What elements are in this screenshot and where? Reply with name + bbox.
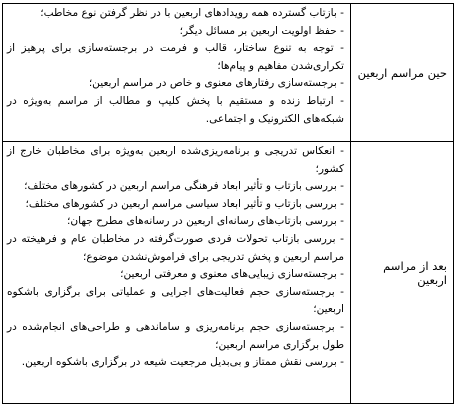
list-item: - حفظ اولویت اربعین بر مسائل دیگر؛ xyxy=(179,24,344,37)
list-item: - ارتباط زنده و مستقیم با پخش کلیپ و مطالب از مراسم به‌ویژه در شبکه‌های الکترونیک و اجتماعی. xyxy=(7,94,344,125)
list-item: - انعکاس تدریجی و برنامه‌ریزی‌شده اربعین به‌ویژه برای مخاطبان خارج از کشور؛ xyxy=(7,145,344,175)
items-cell-during xyxy=(3,4,350,141)
row-label-after: بعد از مراسم اربعین xyxy=(350,142,453,403)
list-item: - بررسی بازتاب و تأثیر ابعاد سیاسی مراسم اربعین در کشورهای مختلف؛ xyxy=(25,197,344,210)
row-label-during: حین مراسم اربعین xyxy=(350,4,453,141)
table-row-after xyxy=(3,142,453,403)
list-item: - توجه به تنوع ساختار، قالب و فرمت در برجسته‌سازی برای پرهیز از تکراری‌شدن مفاهیم و پیام‌ها؛ xyxy=(7,42,344,72)
list-item: - بررسی نقش ممتاز و بی‌بدیل مرجعیت شیعه در برگزاری باشکوه اربعین. xyxy=(21,356,344,369)
list-item: - بررسی بازتاب و تأثیر ابعاد فرهنگی مراسم اربعین در کشورهای مختلف؛ xyxy=(24,180,344,193)
content-table xyxy=(2,3,454,404)
items-list-after xyxy=(7,143,344,372)
list-item: - برجسته‌سازی حجم فعالیت‌های اجرایی و عملیاتی برای برگزاری باشکوه اربعین؛ xyxy=(7,285,344,316)
list-item: - برجسته‌سازی زیبایی‌های معنوی و معرفتی اربعین؛ xyxy=(120,268,344,281)
list-item: - برجسته‌سازی حجم برنامه‌ریزی و ساماندهی و طراحی‌های انجام‌شده در طول برگزاری مراسم اربعین؛ xyxy=(7,320,344,351)
table-row-during xyxy=(3,4,453,142)
list-item: - بررسی بازتاب تحولات فردی صورت‌گرفته در مخاطبان عام و فرهیخته در مراسم اربعین و پخش تدریجی برای فراموش‌نشدن موضوع؛ xyxy=(7,232,344,263)
items-cell-after xyxy=(3,142,350,403)
list-item: - بررسی بازتاب‌های رسانه‌ای اربعین در رسانه‌های مطرح جهان؛ xyxy=(66,215,344,228)
list-item: - برجسته‌سازی رفتارهای معنوی و خاص در مراسم اربعین؛ xyxy=(88,77,344,90)
items-list-during xyxy=(7,5,344,128)
list-item: - بازتاب گسترده همه رویدادهای اربعین با در نظر گرفتن نوع مخاطب؛ xyxy=(40,7,344,19)
